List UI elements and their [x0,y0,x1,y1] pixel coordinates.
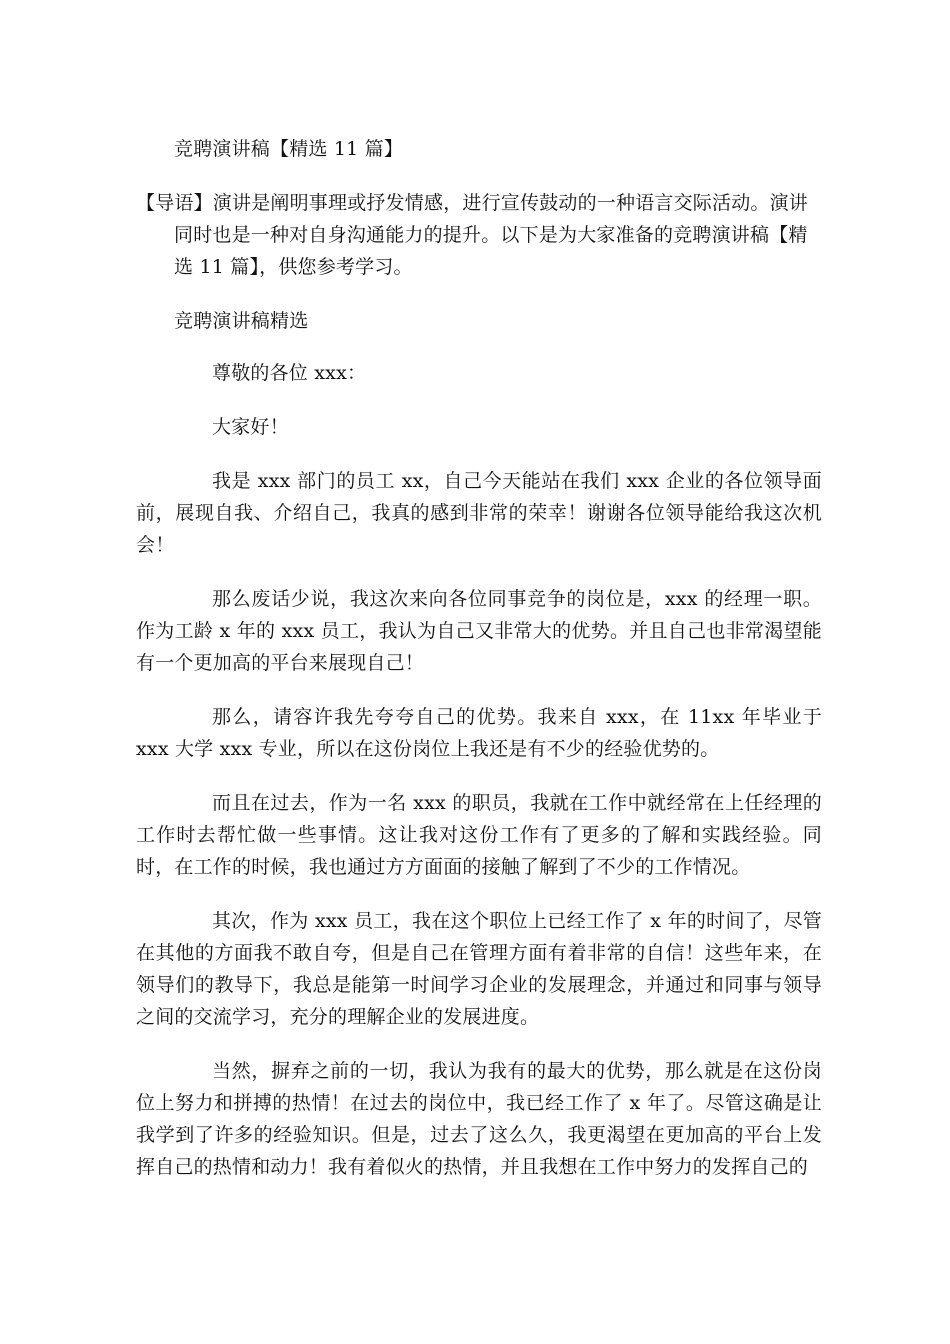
body-paragraph: 而且在过去，作为一名 xxx 的职员，我就在工作中就经常在上任经理的工作时去帮忙做一些事情。这让我对这份工作有了更多的了解和实践经验。同时，在工作的时候，我也通过方方面面的接触了解到了不少的工作情况。 [136,792,822,878]
salutation-paragraph: 尊敬的各位 xxx： [212,362,367,384]
document-body [136,133,822,1183]
body-paragraph: 我是 xxx 部门的员工 xx，自己今天能站在我们 xxx 企业的各位领导面前，展现自我、介绍自己，我真的感到非常的荣幸！谢谢各位领导能给我这次机会！ [136,470,822,556]
body-paragraph: 其次，作为 xxx 员工，我在这个职位上已经工作了 x 年的时间了，尽管在其他的方面我不敢自夸，但是自己在管理方面有着非常的自信！这些年来，在领导们的教导下，我总是能第一时间学习企业的发展理念，并通过和同事与领导之间的交流学习，充分的理解企业的发展进度。 [136,910,822,1028]
section-subtitle: 竞聘演讲稿精选 [174,310,309,332]
body-paragraph: 那么废话少说，我这次来向各位同事竞争的岗位是，xxx 的经理一职。作为工龄 x 年的 xxx 员工，我认为自己又非常大的优势。并且自己也非常渴望能有一个更加高的平台来展现自己！ [136,588,822,674]
document-title: 竞聘演讲稿【精选 11 篇】 [174,138,404,160]
body-paragraph: 当然，摒弃之前的一切，我认为我有的最大的优势，那么就是在这份岗位上努力和拼搏的热情！在过去的岗位中，我已经工作了 x 年了。尽管这确是让我学到了许多的经验知识。但是，过去了这么久，我更渴望在更加高的平台上发挥自己的热情和动力！我有着似火的热情，并且我想在工作中努力的发挥自己的 [136,1060,822,1178]
intro-paragraph: 【导语】演讲是阐明事理或抒发情感，进行宣传鼓动的一种语言交际活动。演讲同时也是一种对自身沟通能力的提升。以下是为大家准备的竞聘演讲稿【精选 11 篇】，供您参考学习。 [136,192,809,278]
greeting-paragraph: 大家好！ [212,416,289,438]
body-paragraph: 那么，请容许我先夸夸自己的优势。我来自 xxx，在 11xx 年毕业于 xxx 大学 xxx 专业，所以在这份岗位上我还是有不少的经验优势的。 [136,706,822,760]
